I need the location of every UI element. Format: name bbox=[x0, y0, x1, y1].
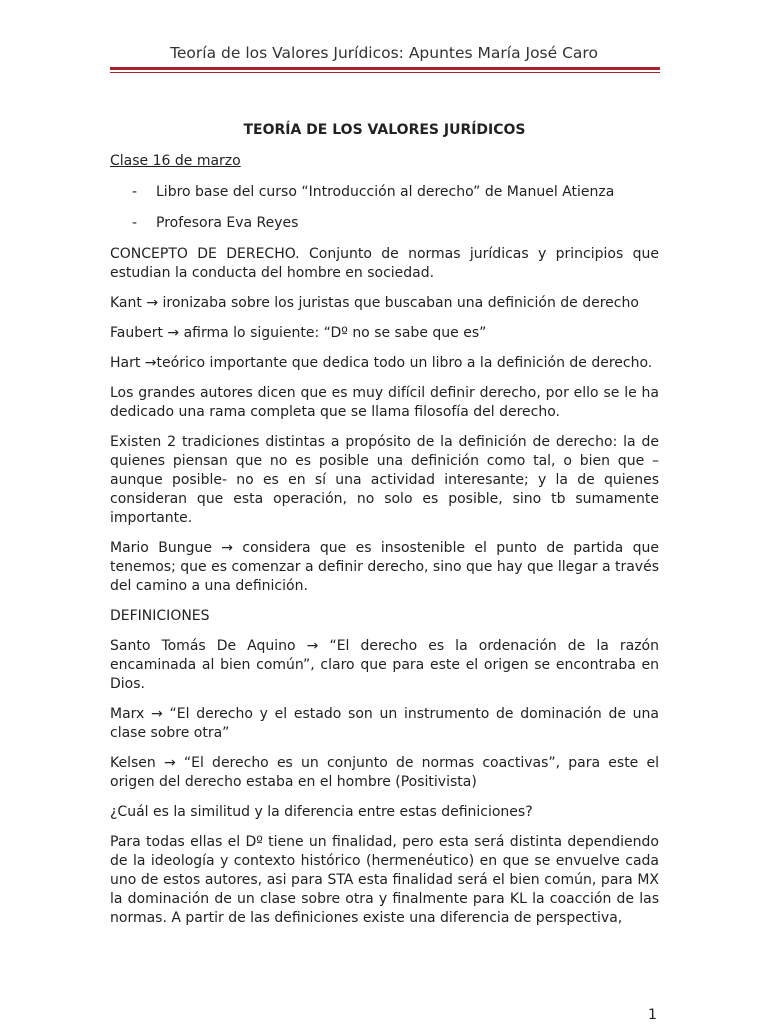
bullet-text: Libro base del curso “Introducción al derecho” de Manuel Atienza bbox=[156, 184, 615, 200]
bullet-text: Profesora Eva Reyes bbox=[156, 215, 299, 231]
bullet-item bbox=[110, 183, 659, 202]
running-header: Teoría de los Valores Jurídicos: Apuntes María José Caro bbox=[170, 44, 598, 62]
paragraph-hart: Hart →teórico importante que dedica todo un libro a la definición de derecho. bbox=[110, 355, 653, 371]
document-body bbox=[110, 121, 659, 939]
paragraph-concepto: CONCEPTO DE DERECHO. Conjunto de normas jurídicas y principios que estudian la conducta del hombre en sociedad. bbox=[110, 246, 659, 281]
header-rule-thick bbox=[110, 67, 660, 70]
paragraph-bungue: Mario Bungue → considera que es insostenible el punto de partida que tenemos; que es comenzar a definir derecho, sino que hay que llegar a través del camino a una definición. bbox=[110, 540, 659, 594]
page-number: 1 bbox=[648, 1007, 657, 1023]
paragraph-kant: Kant → ironizaba sobre los juristas que buscaban una definición de derecho bbox=[110, 295, 639, 311]
paragraph-marx: Marx → “El derecho y el estado son un instrumento de dominación de una clase sobre otra” bbox=[110, 706, 659, 741]
paragraph-question: ¿Cuál es la similitud y la diferencia entre estas definiciones? bbox=[110, 804, 533, 820]
paragraph-grandes-autores: Los grandes autores dicen que es muy difícil definir derecho, por ello se le ha dedicado una rama completa que se llama filosofía del derecho. bbox=[110, 385, 659, 420]
paragraph-faubert: Faubert → afirma lo siguiente: “Dº no se sabe que es” bbox=[110, 325, 487, 341]
paragraph-aquino: Santo Tomás De Aquino → “El derecho es la ordenación de la razón encaminada al bien común”, claro que para este el origen se encontraba en Dios. bbox=[110, 638, 659, 692]
document-title: TEORÍA DE LOS VALORES JURÍDICOS bbox=[243, 122, 526, 138]
paragraph-finalidad: Para todas ellas el Dº tiene un finalidad, pero esta será distinta dependiendo de la ideología y contexto histórico (hermenéutico) en que se envuelve cada uno de estos autores, asi para STA esta finalidad será el bien común, para MX la dominación de un clase sobre otra y finalmente para KL la coacción de las normas. A partir de las definiciones existe una diferencia de perspectiva, bbox=[110, 834, 659, 926]
bullet-item bbox=[110, 214, 659, 233]
class-date: Clase 16 de marzo bbox=[110, 153, 241, 169]
section-heading-definiciones: DEFINICIONES bbox=[110, 608, 210, 624]
bullet-marker: - bbox=[132, 184, 138, 200]
paragraph-kelsen: Kelsen → “El derecho es un conjunto de normas coactivas”, para este el origen del derecho estaba en el hombre (Positivista) bbox=[110, 755, 659, 790]
bullet-marker: - bbox=[132, 215, 138, 231]
header-rule-thin bbox=[110, 72, 660, 73]
paragraph-tradiciones: Existen 2 tradiciones distintas a propósito de la definición de derecho: la de quienes piensan que no es posible una definición como tal, o bien que –aunque posible- no es en sí una actividad interesante; y la de quienes consideran que esta operación, no solo es posible, sino tb sumamente importante. bbox=[110, 434, 659, 526]
